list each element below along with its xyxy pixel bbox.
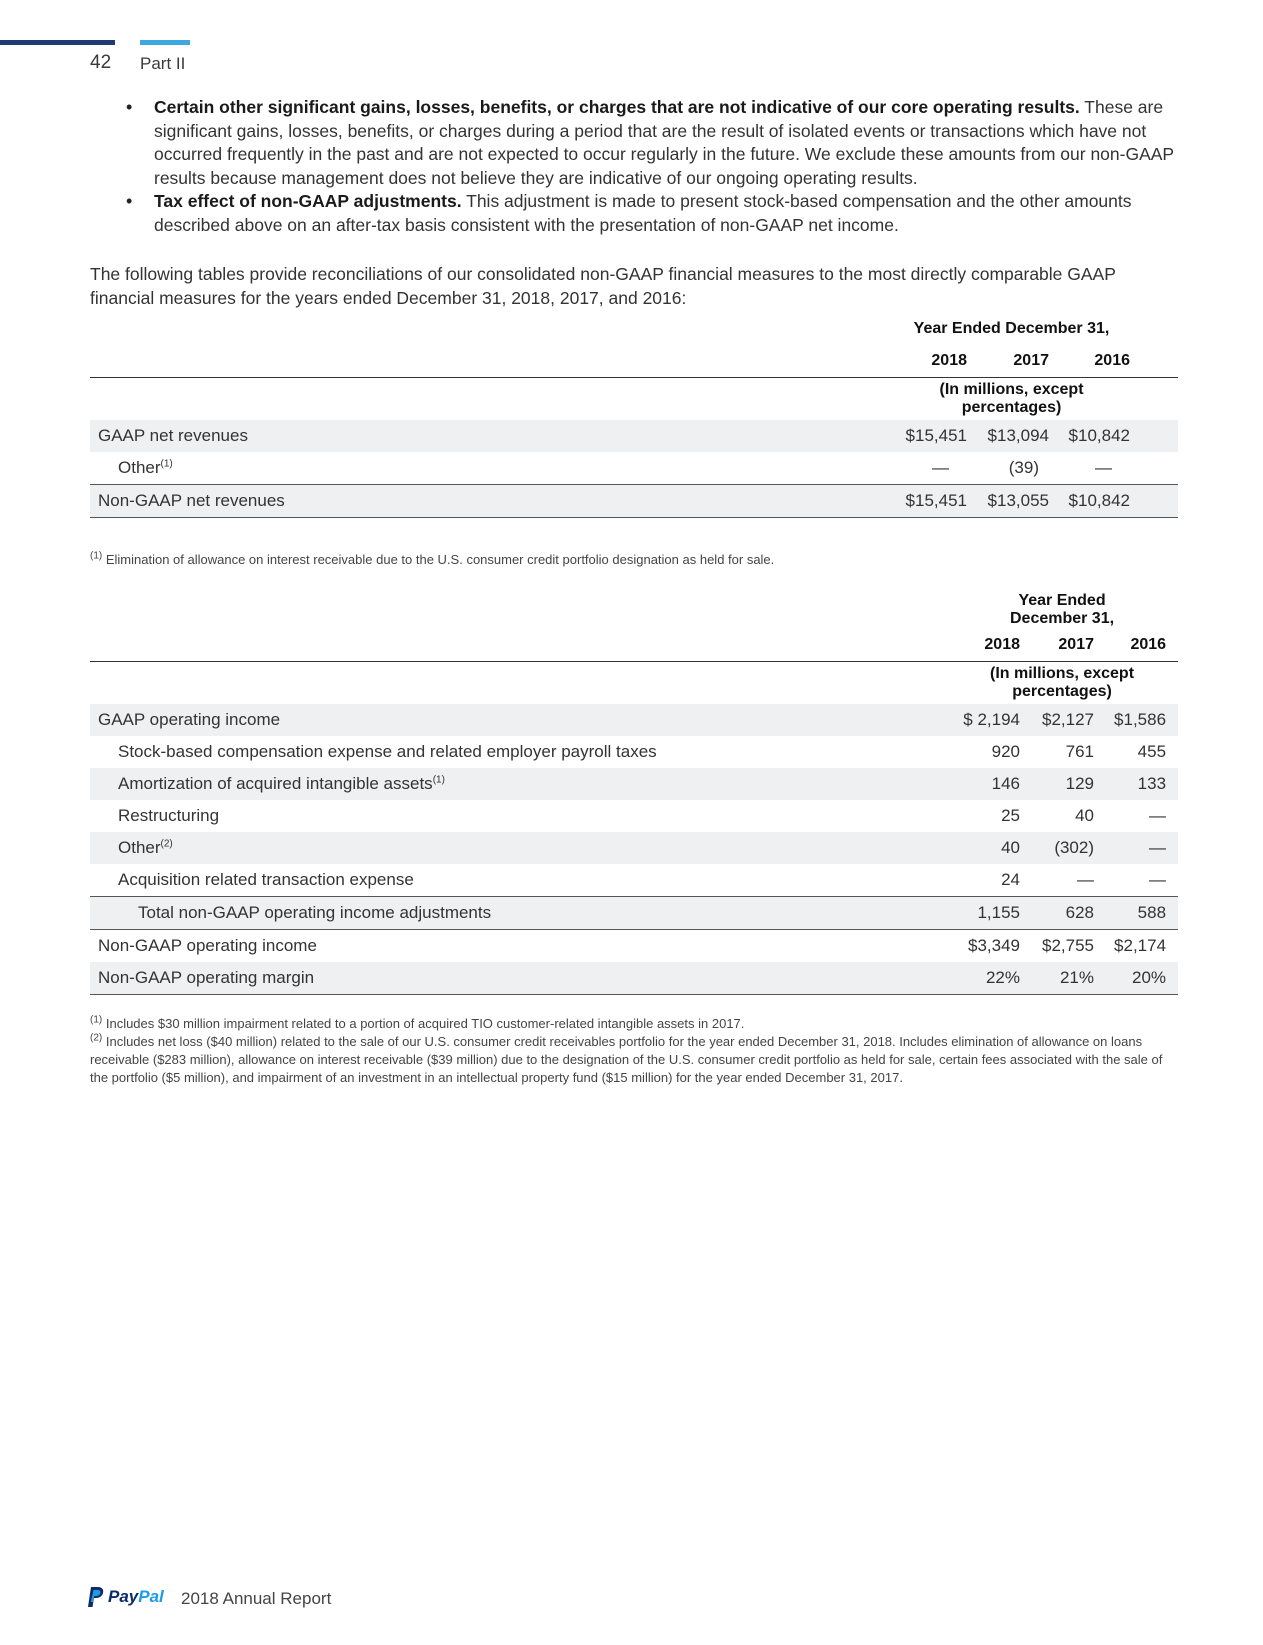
table-row <box>90 897 1178 930</box>
footnote-marker: (2) <box>160 838 173 850</box>
row-label: GAAP net revenues <box>90 420 893 452</box>
cell-value: $10,842 <box>1049 485 1130 518</box>
year-header: 2018 <box>958 629 1020 662</box>
operating-income-table <box>90 591 1178 995</box>
row-label: Non-GAAP net revenues <box>90 485 893 518</box>
section-label: Part II <box>140 54 186 73</box>
cell-value: 761 <box>1065 742 1094 761</box>
table-row <box>90 736 1178 768</box>
period-header: Year Ended December 31, <box>913 320 1110 337</box>
footnote-marker: (2) <box>90 1032 103 1044</box>
cell-value: — <box>1077 870 1094 889</box>
footnote-text: Elimination of allowance on interest receivable due to the U.S. consumer credit portfolio designation as held for sale. <box>102 552 775 567</box>
header-accent-bar-dark <box>0 40 115 45</box>
cell-value: — <box>1149 806 1167 825</box>
year-header: 2017 <box>1020 629 1094 662</box>
year-header: 2018 <box>893 345 967 378</box>
footnote-text: Includes net loss ($40 million) related to the sale of our U.S. consumer credit receivables portfolio for the year ended December 31, 2018. Includes elimination of allowance on loans receivable ($283 million), allowance on interest receivable ($39 million) due to the designation of the U.S. consumer credit portfolio as held for sale, certain fees associated with the sale of the portfolio ($5 million), and impairment of an investment in an intellectual property fund ($15 million) for the year ended December 31, 2017. <box>90 1034 1163 1085</box>
row-label: Non-GAAP operating income <box>90 930 958 963</box>
row-label: Other$^{(1)}$ <box>118 458 173 477</box>
table-row <box>90 768 1178 800</box>
bullet-text: This adjustment is made to present stock-based compensation and the other amounts described above on an after-tax basis consistent with the presentation of non-GAAP net income. <box>154 191 1132 235</box>
cell-value: $2,174 <box>1094 930 1166 963</box>
paypal-wordmark: PayPal <box>108 1587 164 1606</box>
table2-footnote-2 <box>90 1033 1180 1087</box>
cell-value: 40 <box>958 832 1020 864</box>
cell-value: 25 <box>1001 806 1020 825</box>
cell-value: 455 <box>1137 742 1167 761</box>
cell-value: $2,755 <box>1020 930 1094 963</box>
table-row <box>90 962 1178 995</box>
units-header: (In millions, except percentages) <box>939 381 1084 416</box>
footnote-marker: (1) <box>432 774 445 786</box>
bullet-bold-lead: Certain other significant gains, losses, benefits, or charges that are not indicative of our core operating results. <box>154 97 1080 117</box>
cell-value: 20% <box>1094 962 1166 995</box>
footnote-marker: (1) <box>160 458 173 470</box>
cell-value: — <box>1094 832 1166 864</box>
cell-value: 40 <box>1075 806 1094 825</box>
row-label: GAAP operating income <box>90 704 958 736</box>
row-label: Restructuring <box>118 806 220 825</box>
cell-value: 24 <box>1001 870 1020 889</box>
units-header: (In millions, except percentages) <box>990 665 1135 700</box>
cell-value: $15,451 <box>893 485 967 518</box>
table-row <box>90 704 1178 736</box>
cell-value: — <box>1149 870 1167 889</box>
paypal-p-icon <box>88 1587 104 1607</box>
year-header: 2017 <box>967 345 1049 378</box>
bullet-item <box>118 96 1178 190</box>
cell-value: $13,094 <box>967 420 1049 452</box>
report-label: 2018 Annual Report <box>181 1589 332 1608</box>
cell-value: $10,842 <box>1049 420 1130 452</box>
cell-value: 146 <box>958 768 1020 800</box>
bullet-list <box>118 96 1178 237</box>
table-row <box>90 864 1178 897</box>
row-label: Amortization of acquired intangible assets$^{(1)}$ <box>90 768 958 800</box>
cell-value: $13,055 <box>967 485 1049 518</box>
page-number: 42 <box>90 52 112 73</box>
cell-value: 129 <box>1020 768 1094 800</box>
paypal-logo <box>88 1587 164 1607</box>
footnote-marker: (1) <box>90 550 103 562</box>
cell-value: 1,155 <box>958 897 1020 930</box>
net-revenues-table <box>90 313 1178 518</box>
cell-value: $3,349 <box>958 930 1020 963</box>
row-label: Stock-based compensation expense and related employer payroll taxes <box>118 742 657 761</box>
cell-value: 920 <box>991 742 1020 761</box>
cell-value: $15,451 <box>893 420 967 452</box>
table-row <box>90 832 1178 864</box>
row-label: Non-GAAP operating margin <box>90 962 958 995</box>
bullet-text: These are significant gains, losses, benefits, or charges during a period that are the result of isolated events or transactions which have not occurred frequently in the past and are not expected to occur regularly in the future. We exclude these amounts from our non-GAAP results because management does not believe they are indicative of our ongoing operating results. <box>154 97 1174 188</box>
table-row <box>90 452 1178 485</box>
intro-paragraph: The following tables provide reconciliations of our consolidated non-GAAP financial measures to the most directly comparable GAAP financial measures for the years ended December 31, 2018, 2017, and 2016: <box>90 264 1116 308</box>
cell-value: — <box>1095 458 1112 477</box>
footnote-text: Includes $30 million impairment related to a portion of acquired TIO customer-related intangible assets in 2017. <box>102 1016 745 1031</box>
cell-value: 588 <box>1094 897 1166 930</box>
table1-footnote <box>90 551 1180 569</box>
row-label: Total non-GAAP operating income adjustments <box>90 897 958 930</box>
cell-value: $ 2,194 <box>958 704 1020 736</box>
year-header: 2016 <box>1094 629 1166 662</box>
cell-value: 21% <box>1020 962 1094 995</box>
table-row <box>90 485 1178 518</box>
cell-value: $2,127 <box>1020 704 1094 736</box>
year-header: 2016 <box>1049 345 1130 378</box>
cell-value: 22% <box>958 962 1020 995</box>
bullet-bold-lead: Tax effect of non-GAAP adjustments. <box>154 191 462 211</box>
table-row <box>90 420 1178 452</box>
table2-footnote-1 <box>90 1015 1180 1033</box>
footnote-marker: (1) <box>90 1014 103 1026</box>
cell-value: — <box>932 458 949 477</box>
period-header: Year Ended December 31, <box>1009 592 1115 627</box>
cell-value: (39) <box>1008 458 1039 477</box>
cell-value: $1,586 <box>1094 704 1166 736</box>
cell-value: (302) <box>1020 832 1094 864</box>
cell-value: 628 <box>1020 897 1094 930</box>
row-label: Other$^{(2)}$ <box>90 832 958 864</box>
cell-value: 133 <box>1094 768 1166 800</box>
table-row <box>90 800 1178 832</box>
bullet-item <box>118 190 1178 237</box>
row-label: Acquisition related transaction expense <box>118 870 414 889</box>
table-row <box>90 930 1178 963</box>
header-accent-bar-light <box>140 40 190 45</box>
